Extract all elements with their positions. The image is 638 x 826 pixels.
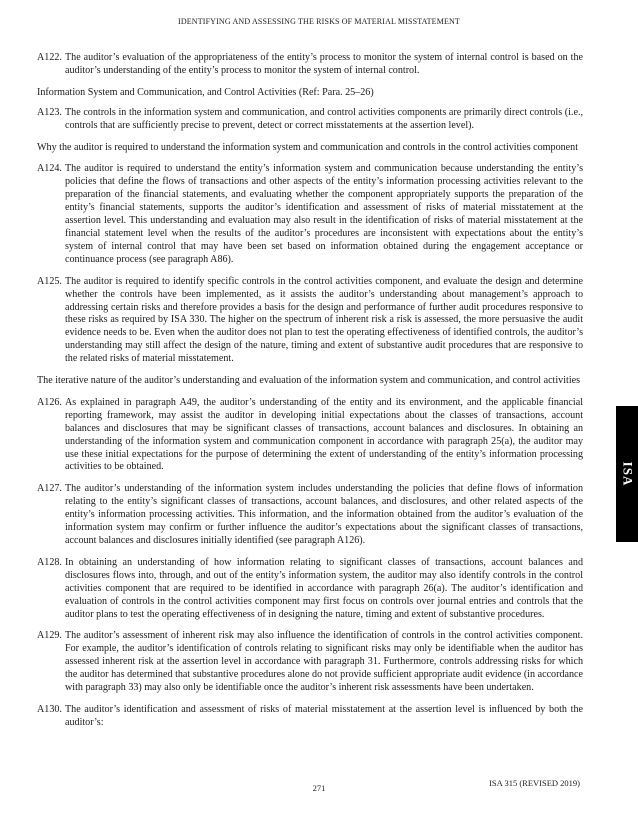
paragraph-number: A124.	[37, 163, 62, 175]
standard-reference: ISA 315 (REVISED 2019)	[489, 778, 580, 788]
paragraph-a129	[37, 630, 583, 695]
paragraph-a125	[37, 276, 583, 366]
paragraph-text: In obtaining an understanding of how information relating to significant classes of transactions, account balances and disclosures flows into, through, and out of the entity’s information system, the auditor may also identify controls in the control activities component that are required to be identified in accordance with paragraph 26(a). The auditor’s identification and evaluation of controls in the control activities component may first focus on controls over journal entries and controls that the auditor plans to test the operating effectiveness of in designing the nature, timing and extent of substantive procedures.	[65, 556, 583, 620]
section-tab-label: ISA	[620, 461, 635, 487]
paragraph-text: The auditor is required to identify specific controls in the control activities component, and evaluate the design and determine whether the controls have been implemented, as it assists the auditor’s understanding about management’s approach to addressing certain risks and therefore provides a basis for the design and performance of further audit procedures responsive to these risks as required by ISA 330. The higher on the spectrum of inherent risk a risk is assessed, the more persuasive the audit evidence needs to be. Even when the auditor does not plan to test the operating effectiveness of identified controls, the auditor’s understanding may still affect the design of the nature, timing and extent of substantive audit procedures that are responsive to the related risks of material misstatement.	[65, 275, 583, 365]
paragraph-text: The auditor is required to understand the entity’s information system and communication because understanding the entity’s policies that define the flows of transactions and other aspects of the entity’s information processing activities relevant to the preparation of the financial statements, and evaluating whether the component appropriately supports the preparation of the entity’s financial statements, supports the auditor’s identification and assessment of risks of material misstatement at the assertion level. This understanding and evaluation may also result in the identification of risks of material misstatement at the financial statement level when the results of the auditor’s procedures are inconsistent with expectations about the entity’s system of internal control that may have been set based on information obtained during the engagement acceptance or continuance process (see paragraph A86).	[65, 163, 583, 265]
paragraph-a122	[37, 52, 583, 78]
paragraph-a126	[37, 397, 583, 474]
subsection-heading: The iterative nature of the auditor’s understanding and evaluation of the information system and communication, and control activities	[37, 375, 581, 387]
paragraph-number: A125.	[37, 275, 62, 287]
subsection-heading: Why the auditor is required to understand the information system and communication and controls in the control activities component	[37, 141, 579, 153]
paragraph-a130	[37, 704, 583, 730]
document-body	[37, 52, 583, 739]
paragraph-a128	[37, 557, 583, 622]
paragraph-text: The auditor’s evaluation of the appropriateness of the entity’s process to monitor the system of internal control is based on the auditor’s understanding of the entity’s process to monitor the system of internal control.	[65, 52, 583, 76]
paragraph-number: A122.	[37, 52, 62, 63]
paragraph-text: The auditor’s understanding of the information system includes understanding the policies that define flows of information relating to the entity’s significant classes of transactions, account balances, and disclosures, and other related aspects of the entity’s information processing activities. This information, and the information obtained from the auditor’s evaluation of the information system may confirm or further influence the auditor’s expectations about the significant classes of transactions, account balances and disclosures initially identified (see paragraph A126).	[65, 483, 583, 546]
paragraph-text: The controls in the information system and communication, and control activities components are primarily direct controls (i.e., controls that are sufficiently precise to prevent, detect or correct misstatements at the assertion level).	[65, 106, 583, 131]
paragraph-number: A127.	[37, 483, 62, 495]
paragraph-text: The auditor’s identification and assessment of risks of material misstatement at the assertion level is influenced by both the auditor’s:	[65, 703, 583, 728]
paragraph-a127	[37, 483, 583, 548]
paragraph-text: The auditor’s assessment of inherent risk may also influence the identification of controls in the control activities component. For example, the auditor’s identification of controls relating to significant risks may only be identifiable when the auditor has assessed inherent risk at the assertion level in accordance with paragraph 31. Furthermore, controls addressing risks for which the auditor has determined that substantive procedures alone do not provide sufficient appropriate audit evidence (in accordance with paragraph 33) may also only be identifiable once the auditor’s inherent risk assessments have been undertaken.	[65, 630, 583, 694]
section-tab	[616, 406, 638, 542]
section-heading: Information System and Communication, and Control Activities (Ref: Para. 25–26)	[37, 86, 374, 98]
paragraph-a123	[37, 107, 583, 133]
page-number: 271	[312, 783, 326, 793]
paragraph-text: As explained in paragraph A49, the auditor’s understanding of the entity and its environment, and the applicable financial reporting framework, may assist the auditor in developing initial expectations about the classes of transactions, account balances and disclosures that may be significant classes of transactions, account balances and disclosures. In obtaining an understanding of the information system and communication component in accordance with paragraph 25(a), the auditor may use these initial expectations for the purpose of determining the extent of understanding of the entity’s information processing activities to be obtained.	[65, 396, 583, 473]
paragraph-number: A126.	[37, 396, 62, 408]
paragraph-number: A128.	[37, 556, 62, 568]
paragraph-number: A123.	[37, 106, 62, 118]
paragraph-a124	[37, 163, 583, 266]
paragraph-number: A130.	[37, 703, 62, 715]
running-header: IDENTIFYING AND ASSESSING THE RISKS OF MATERIAL MISSTATEMENT	[178, 17, 460, 26]
paragraph-number: A129.	[37, 630, 62, 642]
